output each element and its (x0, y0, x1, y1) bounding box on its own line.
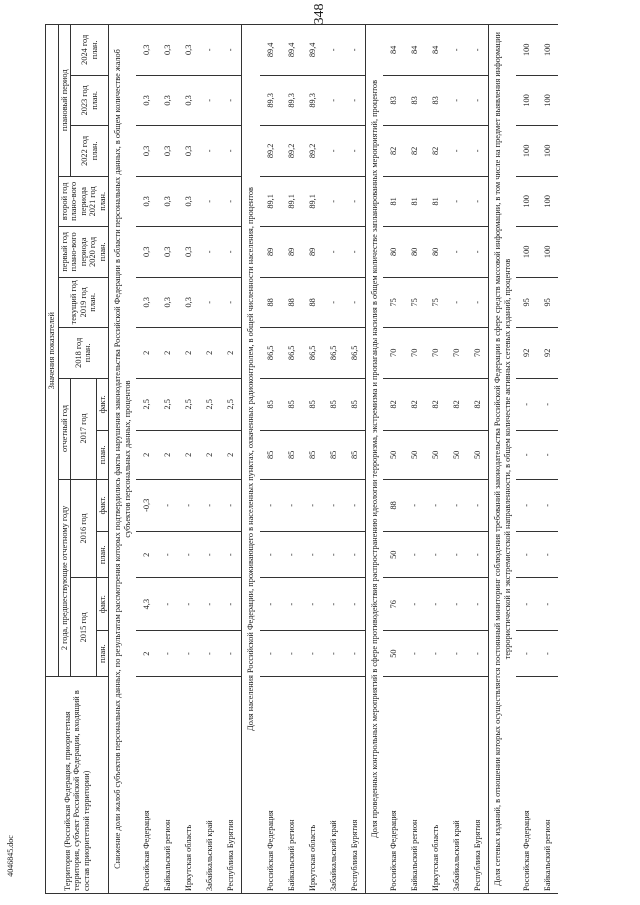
value-cell: - (157, 578, 178, 631)
value-cell: 89 (302, 227, 323, 277)
value-cell: - (260, 631, 281, 677)
value-cell: - (220, 277, 242, 327)
value-cell: 2,5 (199, 378, 220, 431)
value-cell: 0,3 (157, 126, 178, 176)
value-cell: - (302, 532, 323, 578)
value-cell: 2,5 (157, 378, 178, 431)
value-cell: - (537, 378, 558, 431)
value-cell: - (516, 431, 537, 479)
value-cell: 84 (404, 25, 425, 76)
value-cell: - (425, 532, 446, 578)
value-cell: 70 (404, 328, 425, 378)
value-cell: - (446, 176, 467, 226)
value-cell: - (344, 126, 366, 176)
table-body (109, 25, 559, 894)
value-cell: 2,5 (220, 378, 242, 431)
year-2018-header: 2018 год план. (58, 328, 109, 378)
value-cell: 100 (537, 176, 558, 226)
table-row (323, 25, 344, 894)
value-cell: 50 (425, 431, 446, 479)
value-cell: - (425, 479, 446, 532)
year-2024-header: 2024 год план. (71, 25, 109, 76)
territory-name: Российская Федерация (136, 677, 157, 894)
value-cell: 89,3 (281, 75, 302, 125)
current-year-header: текущий год 2019 год план. (58, 277, 109, 327)
value-cell: 85 (281, 378, 302, 431)
value-cell: 85 (344, 431, 366, 479)
value-cell: - (446, 25, 467, 76)
table-row (425, 25, 446, 894)
value-cell: 80 (425, 227, 446, 277)
value-cell: 0,3 (178, 277, 199, 327)
section-title: Доля населения Российской Федерации, проживающего в населенных пунктах, охваченных радиоконтролем, в общей численности населения, процентов (242, 25, 260, 894)
value-cell: - (260, 479, 281, 532)
value-cell: - (404, 479, 425, 532)
table-row (446, 25, 467, 894)
value-cell: - (178, 631, 199, 677)
value-cell: - (467, 578, 489, 631)
section-title: Доля сетевых изданий, в отношении которых осуществляется постоянный мониторинг соблюдения требований законодательства Российской Федерации в сфере средств массовой информации, в том числе на предмет выявления информации террористической и экстремистской направленности, в общем количестве активных сетевых изданий, процентов (489, 25, 517, 894)
value-cell: 88 (281, 277, 302, 327)
value-cell: 2 (136, 328, 157, 378)
value-cell: - (220, 479, 242, 532)
section-title-row (489, 25, 517, 894)
value-cell: 70 (446, 328, 467, 378)
value-cell: - (467, 25, 489, 76)
value-cell: - (344, 479, 366, 532)
value-cell: 2,5 (178, 378, 199, 431)
value-cell: - (199, 227, 220, 277)
value-cell: 2 (199, 328, 220, 378)
value-cell: 100 (537, 75, 558, 125)
value-cell: - (220, 75, 242, 125)
table-row (344, 25, 366, 894)
value-cell: - (157, 479, 178, 532)
value-cell: - (537, 431, 558, 479)
plan-2016-header: план. (96, 532, 109, 578)
year-2022-header: 2022 год план. (71, 126, 109, 176)
value-cell: - (446, 277, 467, 327)
value-cell: 100 (516, 126, 537, 176)
second-planning-year-header: второй год плано-вого периода 2021 год план. (58, 176, 109, 226)
value-cell: - (516, 479, 537, 532)
table-row (220, 25, 242, 894)
document-id: 4046845.doc (6, 835, 15, 877)
value-cell: - (516, 532, 537, 578)
value-cell: - (467, 126, 489, 176)
value-cell: 0,3 (136, 75, 157, 125)
value-cell: - (467, 631, 489, 677)
value-cell: - (467, 277, 489, 327)
value-cell: - (467, 75, 489, 125)
value-cell: - (199, 176, 220, 226)
value-cell: - (260, 578, 281, 631)
value-cell: - (220, 126, 242, 176)
value-cell: - (516, 378, 537, 431)
value-cell: 86,5 (302, 328, 323, 378)
value-cell: - (467, 479, 489, 532)
value-cell: 100 (516, 227, 537, 277)
value-cell: - (220, 532, 242, 578)
fact-2016-header: факт. (96, 479, 109, 532)
value-cell: 83 (383, 75, 404, 125)
value-cell: 50 (383, 631, 404, 677)
value-cell: 95 (537, 277, 558, 327)
first-planning-year-header: первый год плано-вого периода 2020 год план. (58, 227, 109, 277)
fact-2015-header: факт. (96, 578, 109, 631)
value-cell: 80 (404, 227, 425, 277)
plan-2017-header: план. (96, 431, 109, 479)
value-cell: 2 (136, 532, 157, 578)
table-row (404, 25, 425, 894)
value-cell: 2 (157, 328, 178, 378)
prev-two-years-header: 2 года, предшествующие отчетному году (58, 479, 71, 677)
value-cell: 85 (323, 378, 344, 431)
value-cell: - (323, 277, 344, 327)
value-cell: 80 (383, 227, 404, 277)
table-row (467, 25, 489, 894)
value-cell: 89,1 (281, 176, 302, 226)
section-title-row (365, 25, 383, 894)
rotated-table-area (45, 24, 631, 894)
value-cell: 100 (516, 25, 537, 76)
territory-name: Российская Федерация (383, 677, 404, 894)
value-cell: 2 (136, 631, 157, 677)
value-cell: - (220, 25, 242, 76)
value-cell: - (323, 25, 344, 76)
value-cell: 82 (425, 378, 446, 431)
value-cell: - (404, 578, 425, 631)
value-cell: 82 (404, 378, 425, 431)
value-cell: 0,3 (136, 277, 157, 327)
section-title-row (242, 25, 260, 894)
value-cell: 86,5 (344, 328, 366, 378)
value-cell: 0,3 (136, 176, 157, 226)
value-cell: 89,2 (281, 126, 302, 176)
table-row (157, 25, 178, 894)
value-cell: - (199, 631, 220, 677)
value-cell: - (446, 75, 467, 125)
value-cell: - (516, 631, 537, 677)
value-cell: - (302, 631, 323, 677)
value-cell: 0,3 (136, 25, 157, 76)
value-cell: 89,4 (302, 25, 323, 76)
value-cell: 76 (383, 578, 404, 631)
value-cell: 85 (344, 378, 366, 431)
table-header (46, 25, 109, 894)
value-cell: 50 (404, 431, 425, 479)
value-cell: - (446, 126, 467, 176)
value-cell: 0,3 (178, 126, 199, 176)
table-row (516, 25, 537, 894)
value-cell: 2,5 (136, 378, 157, 431)
table-row (281, 25, 302, 894)
value-cell: 50 (383, 532, 404, 578)
value-cell: 100 (516, 176, 537, 226)
value-cell: - (302, 578, 323, 631)
value-cell: 4,3 (136, 578, 157, 631)
value-cell: 2 (220, 328, 242, 378)
year-2023-header: 2023 год план. (71, 75, 109, 125)
reporting-year-header: отчетный год (58, 378, 71, 479)
value-cell: 0,3 (157, 277, 178, 327)
value-cell: - (446, 578, 467, 631)
year-2017-header: 2017 год (71, 378, 97, 479)
value-cell: - (260, 532, 281, 578)
value-cell: 88 (383, 479, 404, 532)
value-cell: - (323, 75, 344, 125)
value-cell: 81 (425, 176, 446, 226)
value-cell: - (323, 631, 344, 677)
value-cell: - (178, 532, 199, 578)
value-cell: 89,4 (281, 25, 302, 76)
value-cell: - (516, 578, 537, 631)
values-header: Значения показателей (46, 25, 59, 677)
value-cell: - (446, 532, 467, 578)
plan-2015-header: план. (96, 631, 109, 677)
value-cell: 0,3 (157, 227, 178, 277)
territory-name: Республика Бурятия (467, 677, 489, 894)
value-cell: - (281, 631, 302, 677)
value-cell: 85 (260, 378, 281, 431)
value-cell: - (178, 578, 199, 631)
value-cell: - (157, 532, 178, 578)
value-cell: 2 (220, 431, 242, 479)
value-cell: - (199, 277, 220, 327)
value-cell: 89,3 (260, 75, 281, 125)
value-cell: 2 (178, 328, 199, 378)
page-number: 348 (312, 3, 327, 25)
table-row (178, 25, 199, 894)
value-cell: 0,3 (178, 176, 199, 226)
territory-name: Забайкальский край (446, 677, 467, 894)
table-row (136, 25, 157, 894)
value-cell: 50 (467, 431, 489, 479)
value-cell: 89,3 (302, 75, 323, 125)
value-cell: 100 (537, 25, 558, 76)
value-cell: 83 (404, 75, 425, 125)
value-cell: - (199, 578, 220, 631)
territory-name: Республика Бурятия (344, 677, 366, 894)
value-cell: - (323, 126, 344, 176)
value-cell: 89,4 (260, 25, 281, 76)
value-cell: - (220, 578, 242, 631)
table-row (383, 25, 404, 894)
value-cell: - (199, 532, 220, 578)
value-cell: 82 (467, 378, 489, 431)
value-cell: 89,2 (302, 126, 323, 176)
value-cell: 81 (404, 176, 425, 226)
value-cell: - (323, 578, 344, 631)
value-cell: 83 (425, 75, 446, 125)
table-row (537, 25, 558, 894)
fact-2017-header: факт. (96, 378, 109, 431)
value-cell: 82 (383, 378, 404, 431)
territory-name: Байкальский регион (404, 677, 425, 894)
table-row (260, 25, 281, 894)
value-cell: 75 (383, 277, 404, 327)
year-2015-header: 2015 год (71, 578, 97, 677)
value-cell: - (537, 479, 558, 532)
value-cell: - (344, 227, 366, 277)
value-cell: 85 (323, 431, 344, 479)
year-2016-header: 2016 год (71, 479, 97, 578)
value-cell: - (323, 479, 344, 532)
territory-name: Иркутская область (425, 677, 446, 894)
value-cell: - (281, 532, 302, 578)
value-cell: - (537, 532, 558, 578)
value-cell: - (220, 176, 242, 226)
value-cell: 0,3 (157, 25, 178, 76)
value-cell: - (344, 176, 366, 226)
value-cell: 89,1 (302, 176, 323, 226)
territory-name: Забайкальский край (323, 677, 344, 894)
value-cell: 100 (516, 75, 537, 125)
territory-name: Российская Федерация (516, 677, 537, 894)
territory-name: Байкальский регион (537, 677, 558, 894)
value-cell: - (446, 631, 467, 677)
territory-name: Иркутская область (302, 677, 323, 894)
value-cell: 2 (178, 431, 199, 479)
value-cell: 70 (425, 328, 446, 378)
value-cell: 86,5 (260, 328, 281, 378)
value-cell: 84 (425, 25, 446, 76)
territory-name: Забайкальский край (199, 677, 220, 894)
value-cell: - (323, 532, 344, 578)
table-row (199, 25, 220, 894)
value-cell: 2 (157, 431, 178, 479)
value-cell: - (467, 176, 489, 226)
value-cell: 2 (136, 431, 157, 479)
section-title: Доля проведенных контрольных мероприятий в сфере противодействия распространению идеологии терроризма, экстремизма и пропаганды насилия в общем количестве запланированных мероприятий, процентов (365, 25, 383, 894)
value-cell: - (199, 75, 220, 125)
territory-name: Российская Федерация (260, 677, 281, 894)
value-cell: 2 (199, 431, 220, 479)
value-cell: 70 (383, 328, 404, 378)
value-cell: - (281, 479, 302, 532)
value-cell: 92 (537, 328, 558, 378)
value-cell: - (467, 227, 489, 277)
value-cell: - (323, 227, 344, 277)
value-cell: - (425, 631, 446, 677)
value-cell: - (323, 176, 344, 226)
value-cell: 0,3 (136, 227, 157, 277)
value-cell: - (178, 479, 199, 532)
value-cell: - (302, 479, 323, 532)
value-cell: 0,3 (178, 227, 199, 277)
value-cell: - (404, 631, 425, 677)
territory-name: Иркутская область (178, 677, 199, 894)
value-cell: 81 (383, 176, 404, 226)
value-cell: 85 (260, 431, 281, 479)
value-cell: - (537, 578, 558, 631)
value-cell: 0,3 (157, 75, 178, 125)
territory-column-header: Территория (Российская Федерация, приоритетная территория, субъект Российской Федерации, входящий в состав приоритетной территории) (46, 677, 109, 894)
territory-name: Байкальский регион (157, 677, 178, 894)
value-cell: - (537, 631, 558, 677)
value-cell: 0,3 (178, 25, 199, 76)
value-cell: 89,1 (260, 176, 281, 226)
value-cell: - (467, 532, 489, 578)
value-cell: - (199, 126, 220, 176)
value-cell: 0,3 (178, 75, 199, 125)
territory-name: Республика Бурятия (220, 677, 242, 894)
value-cell: 86,5 (323, 328, 344, 378)
value-cell: - (344, 75, 366, 125)
value-cell: - (425, 578, 446, 631)
value-cell: - (220, 227, 242, 277)
value-cell: 85 (302, 431, 323, 479)
value-cell: 86,5 (281, 328, 302, 378)
value-cell: 70 (467, 328, 489, 378)
value-cell: 82 (425, 126, 446, 176)
territory-name: Байкальский регион (281, 677, 302, 894)
value-cell: 85 (302, 378, 323, 431)
value-cell: 92 (516, 328, 537, 378)
value-cell: 95 (516, 277, 537, 327)
value-cell: 50 (446, 431, 467, 479)
value-cell: - (344, 277, 366, 327)
value-cell: - (220, 631, 242, 677)
value-cell: 82 (383, 126, 404, 176)
value-cell: 82 (404, 126, 425, 176)
value-cell: 88 (260, 277, 281, 327)
value-cell: 100 (537, 126, 558, 176)
table-row (302, 25, 323, 894)
value-cell: - (344, 532, 366, 578)
indicators-table (45, 24, 558, 894)
value-cell: - (344, 631, 366, 677)
value-cell: - (281, 578, 302, 631)
section-title: Снижение доли жалоб субъектов персональных данных, по результатам рассмотрения которых подтвердились факты нарушения законодательства Российской Федерации в области персональных данных, в общем количестве жалоб субъектов персональных данных, процентов (109, 25, 137, 894)
value-cell: 89 (281, 227, 302, 277)
value-cell: 0,3 (157, 176, 178, 226)
value-cell: 75 (425, 277, 446, 327)
value-cell: 75 (404, 277, 425, 327)
value-cell: 0,3 (136, 126, 157, 176)
value-cell: -0,3 (136, 479, 157, 532)
value-cell: - (404, 532, 425, 578)
value-cell: 100 (537, 227, 558, 277)
value-cell: 50 (383, 431, 404, 479)
section-title-row (109, 25, 137, 894)
value-cell: - (446, 227, 467, 277)
value-cell: - (199, 25, 220, 76)
value-cell: - (344, 578, 366, 631)
value-cell: 82 (446, 378, 467, 431)
value-cell: 88 (302, 277, 323, 327)
value-cell: - (157, 631, 178, 677)
value-cell: 85 (281, 431, 302, 479)
value-cell: - (446, 479, 467, 532)
planning-period-header: плановый период (58, 25, 71, 177)
value-cell: 84 (383, 25, 404, 76)
value-cell: - (344, 25, 366, 76)
value-cell: - (199, 479, 220, 532)
value-cell: 89,2 (260, 126, 281, 176)
value-cell: 89 (260, 227, 281, 277)
